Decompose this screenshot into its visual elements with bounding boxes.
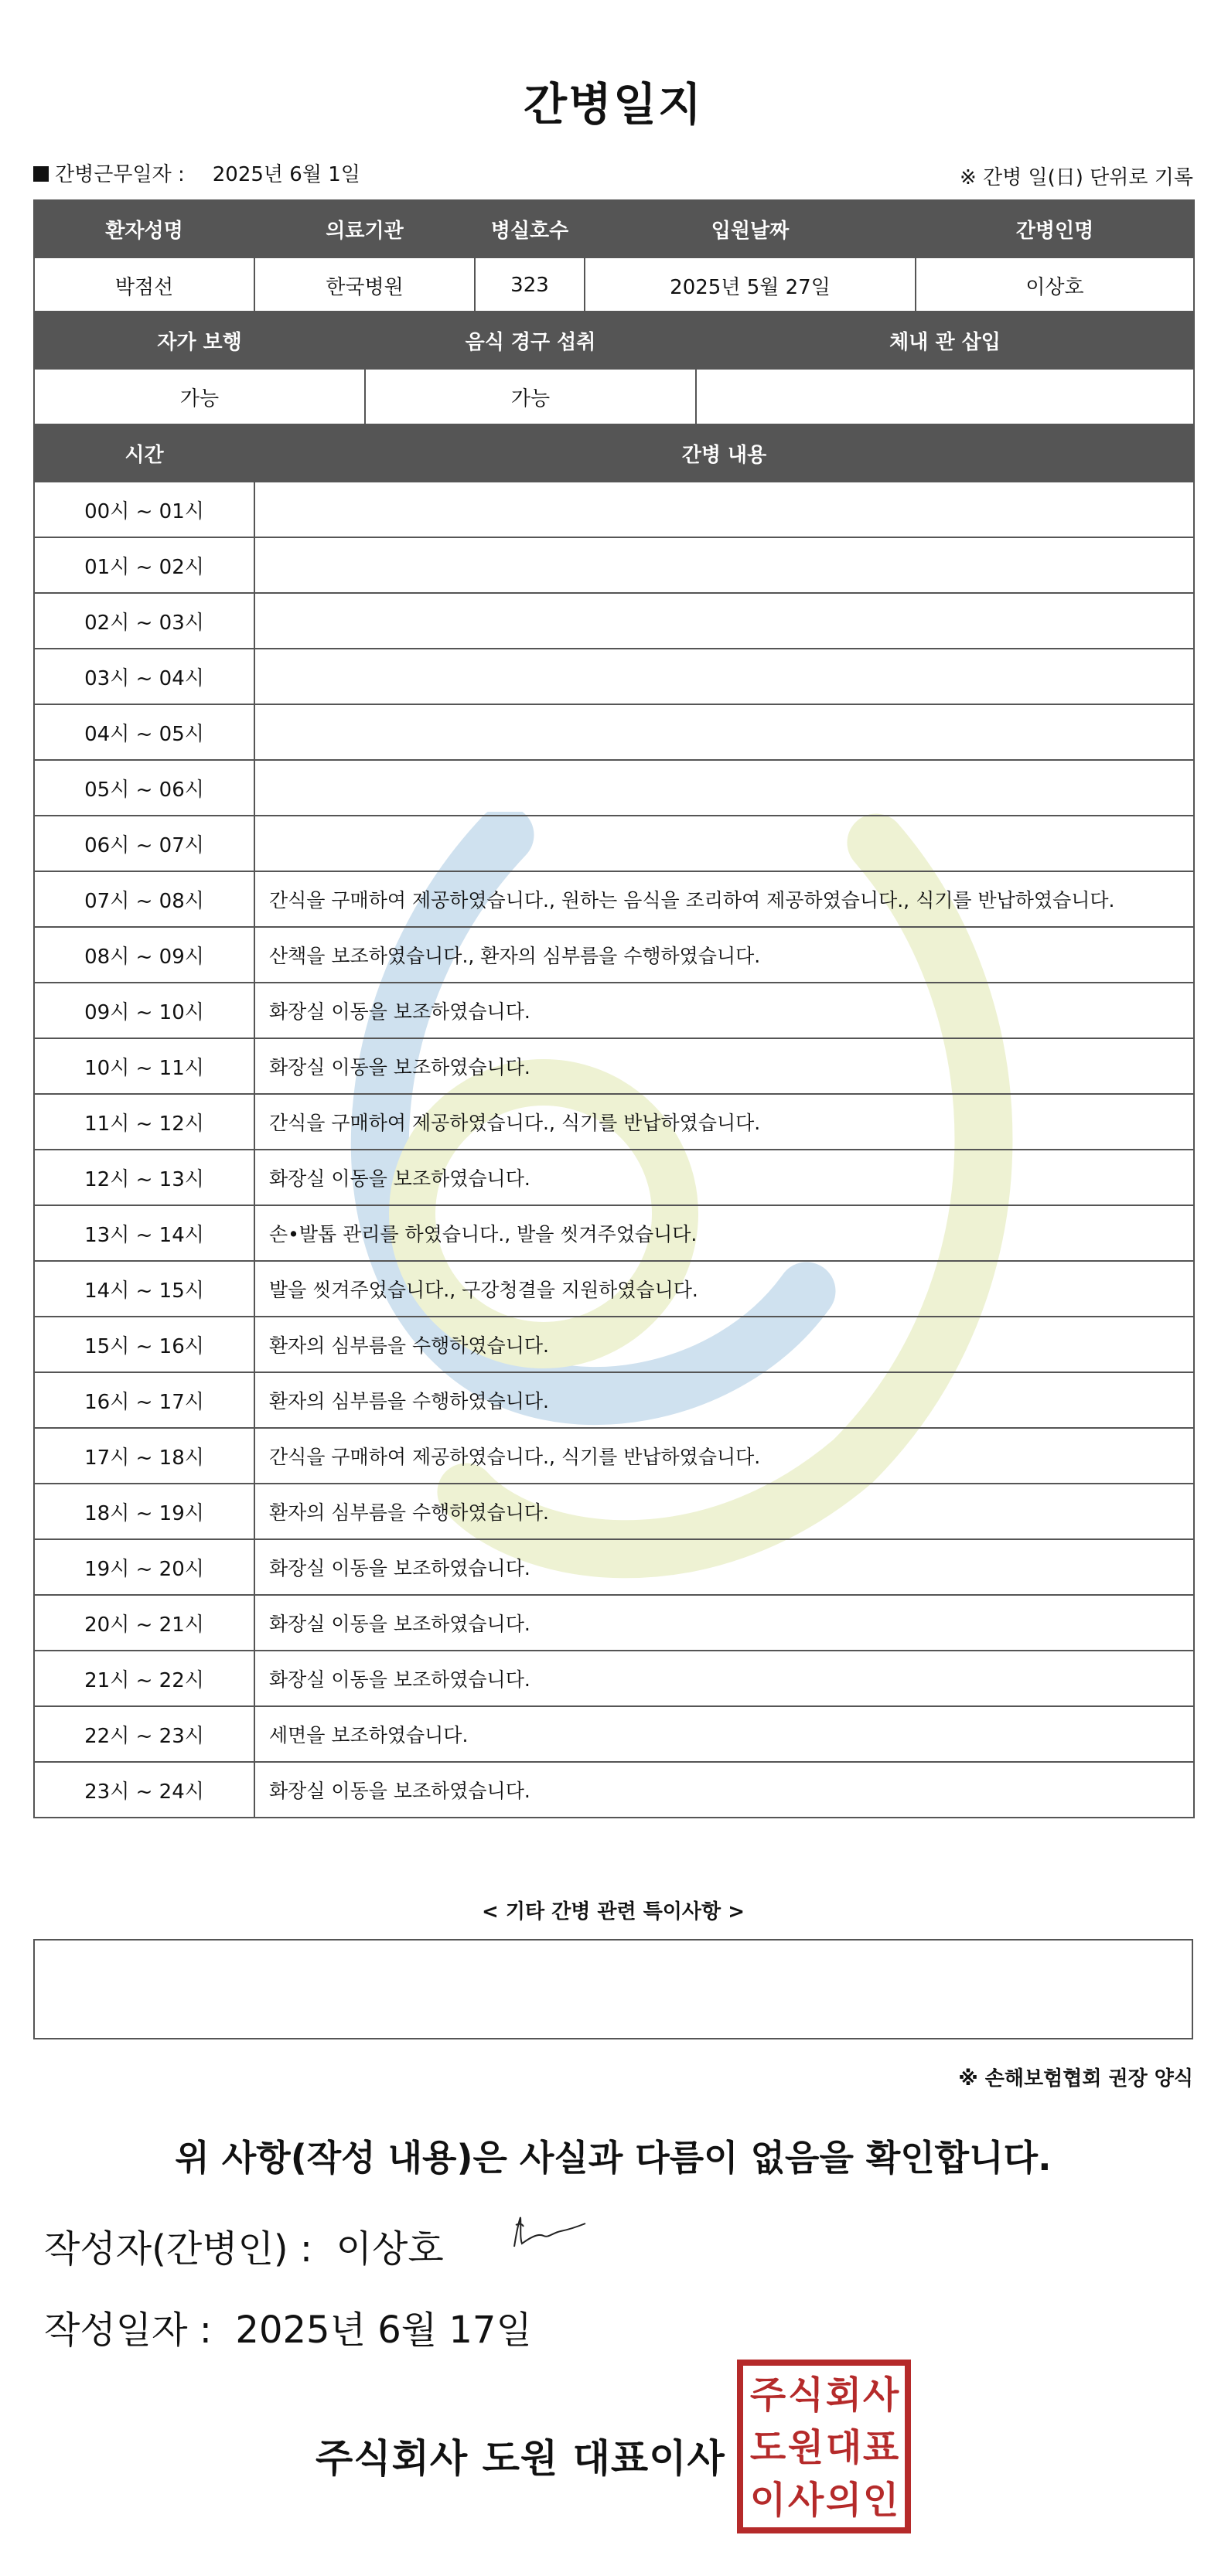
header-room: 병실호수	[475, 200, 585, 257]
log-content: 간식을 구매하여 제공하였습니다., 식기를 반납하였습니다.	[254, 1094, 1194, 1150]
header-caregiver: 간병인명	[916, 200, 1194, 257]
log-row	[34, 1762, 1194, 1818]
log-time: 11시 ~ 12시	[34, 1094, 254, 1150]
log-row	[34, 1317, 1194, 1372]
log-row	[34, 537, 1194, 593]
patient-status-table	[33, 311, 1195, 425]
log-content: 화장실 이동을 보조하였습니다.	[254, 1762, 1194, 1818]
meta-row	[33, 158, 1193, 197]
patient-name: 박점선	[34, 257, 254, 313]
log-content	[254, 816, 1194, 871]
tube-insertion-value	[696, 369, 1194, 424]
patient-value-row	[34, 257, 1194, 313]
log-header-row	[34, 424, 1194, 482]
caregiver-name: 이상호	[916, 257, 1194, 313]
svg-text:인: 인	[862, 2479, 899, 2522]
header-oral-intake: 음식 경구 섭취	[365, 312, 696, 369]
log-time: 06시 ~ 07시	[34, 816, 254, 871]
log-content	[254, 537, 1194, 593]
log-row	[34, 871, 1194, 927]
svg-text:주: 주	[749, 2373, 786, 2417]
log-content: 환자의 심부름을 수행하였습니다.	[254, 1372, 1194, 1428]
log-content	[254, 482, 1194, 537]
admission-date: 2025년 5월 27일	[585, 257, 916, 313]
status-value-row	[34, 369, 1194, 424]
square-bullet-icon	[33, 166, 49, 182]
header-admission-date: 입원날짜	[585, 200, 916, 257]
log-time: 07시 ~ 08시	[34, 871, 254, 927]
log-row	[34, 1372, 1194, 1428]
log-time: 13시 ~ 14시	[34, 1205, 254, 1261]
svg-text:사: 사	[862, 2373, 899, 2417]
log-time: 01시 ~ 02시	[34, 537, 254, 593]
log-row	[34, 482, 1194, 537]
log-content	[254, 704, 1194, 760]
work-date-label: 간병근무일자 :	[55, 163, 185, 186]
log-body	[34, 482, 1194, 1818]
log-content: 간식을 구매하여 제공하였습니다., 원하는 음식을 조리하여 제공하였습니다., 식기를 반납하였습니다.	[254, 871, 1194, 927]
svg-text:대: 대	[825, 2426, 862, 2469]
log-time: 23시 ~ 24시	[34, 1762, 254, 1818]
oral-intake-value: 가능	[365, 369, 696, 424]
log-row	[34, 1038, 1194, 1094]
log-content: 발을 씻겨주었습니다., 구강청결을 지원하였습니다.	[254, 1261, 1194, 1317]
log-row	[34, 983, 1194, 1038]
log-time: 09시 ~ 10시	[34, 983, 254, 1038]
log-row	[34, 760, 1194, 816]
header-time: 시간	[34, 424, 254, 482]
svg-text:원: 원	[787, 2426, 824, 2469]
confirmation-statement: 위 사항(작성 내용)은 사실과 다름이 없음을 확인합니다.	[175, 2137, 1052, 2179]
log-time: 17시 ~ 18시	[34, 1428, 254, 1484]
log-row	[34, 1539, 1194, 1595]
log-row	[34, 1094, 1194, 1150]
log-content: 화장실 이동을 보조하였습니다.	[254, 1038, 1194, 1094]
svg-text:의: 의	[825, 2479, 862, 2522]
log-content: 환자의 심부름을 수행하였습니다.	[254, 1484, 1194, 1539]
log-row	[34, 1150, 1194, 1205]
log-time: 12시 ~ 13시	[34, 1150, 254, 1205]
log-row	[34, 1484, 1194, 1539]
log-time: 14시 ~ 15시	[34, 1261, 254, 1317]
status-header-row	[34, 312, 1194, 369]
special-notes-title: < 기타 간병 관련 특이사항 >	[482, 1900, 745, 1923]
header-tube-insertion: 체내 관 삽입	[696, 312, 1194, 369]
patient-info-table	[33, 199, 1195, 314]
page-title: 간병일지	[523, 78, 704, 131]
hospital-name: 한국병원	[254, 257, 475, 313]
header-patient-name: 환자성명	[34, 200, 254, 257]
log-time: 03시 ~ 04시	[34, 649, 254, 704]
written-date-value: 2025년 6월 17일	[235, 2309, 532, 2352]
signature-icon	[505, 2210, 590, 2256]
log-row	[34, 593, 1194, 649]
log-content: 화장실 이동을 보조하였습니다.	[254, 1651, 1194, 1706]
recommend-note: ※ 손해보험협회 권장 양식	[958, 2067, 1193, 2090]
log-content: 간식을 구매하여 제공하였습니다., 식기를 반납하였습니다.	[254, 1428, 1194, 1484]
special-notes-box	[33, 1939, 1193, 2039]
log-content: 환자의 심부름을 수행하였습니다.	[254, 1317, 1194, 1372]
hourly-log-table	[33, 424, 1195, 1818]
log-row	[34, 927, 1194, 983]
work-date-value: 2025년 6월 1일	[212, 163, 360, 186]
log-content: 화장실 이동을 보조하였습니다.	[254, 1595, 1194, 1651]
log-row	[34, 649, 1194, 704]
svg-text:식: 식	[787, 2373, 824, 2417]
writer-line	[44, 2219, 444, 2272]
log-time: 04시 ~ 05시	[34, 704, 254, 760]
log-row	[34, 704, 1194, 760]
self-walking-value: 가능	[34, 369, 365, 424]
log-content: 산책을 보조하였습니다., 환자의 심부름을 수행하였습니다.	[254, 927, 1194, 983]
writer-name: 이상호	[336, 2227, 444, 2271]
svg-text:도: 도	[749, 2426, 786, 2469]
log-content: 세면을 보조하였습니다.	[254, 1706, 1194, 1762]
written-date-label: 작성일자 :	[44, 2309, 212, 2352]
log-time: 20시 ~ 21시	[34, 1595, 254, 1651]
header-hospital: 의료기관	[254, 200, 475, 257]
header-care-content: 간병 내용	[254, 424, 1194, 482]
log-time: 10시 ~ 11시	[34, 1038, 254, 1094]
header-self-walking: 자가 보행	[34, 312, 365, 369]
log-content	[254, 593, 1194, 649]
log-content: 화장실 이동을 보조하였습니다.	[254, 1150, 1194, 1205]
svg-text:표: 표	[862, 2426, 899, 2469]
log-time: 15시 ~ 16시	[34, 1317, 254, 1372]
writer-label: 작성자(간병인) :	[44, 2227, 313, 2271]
svg-text:이: 이	[749, 2479, 786, 2522]
company-seal-icon	[737, 2360, 911, 2533]
room-number: 323	[475, 257, 585, 313]
log-time: 22시 ~ 23시	[34, 1706, 254, 1762]
svg-text:회: 회	[825, 2373, 862, 2417]
log-time: 08시 ~ 09시	[34, 927, 254, 983]
company-representative: 주식회사 도원 대표이사	[316, 2436, 725, 2481]
log-row	[34, 1706, 1194, 1762]
written-date-line	[44, 2300, 532, 2353]
log-content	[254, 649, 1194, 704]
log-content: 화장실 이동을 보조하였습니다.	[254, 1539, 1194, 1595]
log-time: 05시 ~ 06시	[34, 760, 254, 816]
patient-header-row	[34, 200, 1194, 257]
work-date	[33, 158, 360, 187]
log-time: 18시 ~ 19시	[34, 1484, 254, 1539]
log-row	[34, 1428, 1194, 1484]
log-content: 화장실 이동을 보조하였습니다.	[254, 983, 1194, 1038]
log-time: 21시 ~ 22시	[34, 1651, 254, 1706]
svg-text:사: 사	[787, 2479, 824, 2522]
log-content	[254, 760, 1194, 816]
log-row	[34, 1595, 1194, 1651]
log-content: 손•발톱 관리를 하였습니다., 발을 씻겨주었습니다.	[254, 1205, 1194, 1261]
log-row	[34, 1651, 1194, 1706]
log-row	[34, 816, 1194, 871]
log-time: 19시 ~ 20시	[34, 1539, 254, 1595]
log-time: 02시 ~ 03시	[34, 593, 254, 649]
log-time: 16시 ~ 17시	[34, 1372, 254, 1428]
log-time: 00시 ~ 01시	[34, 482, 254, 537]
log-row	[34, 1205, 1194, 1261]
log-row	[34, 1261, 1194, 1317]
unit-note: ※ 간병 일(日) 단위로 기록	[959, 166, 1193, 189]
